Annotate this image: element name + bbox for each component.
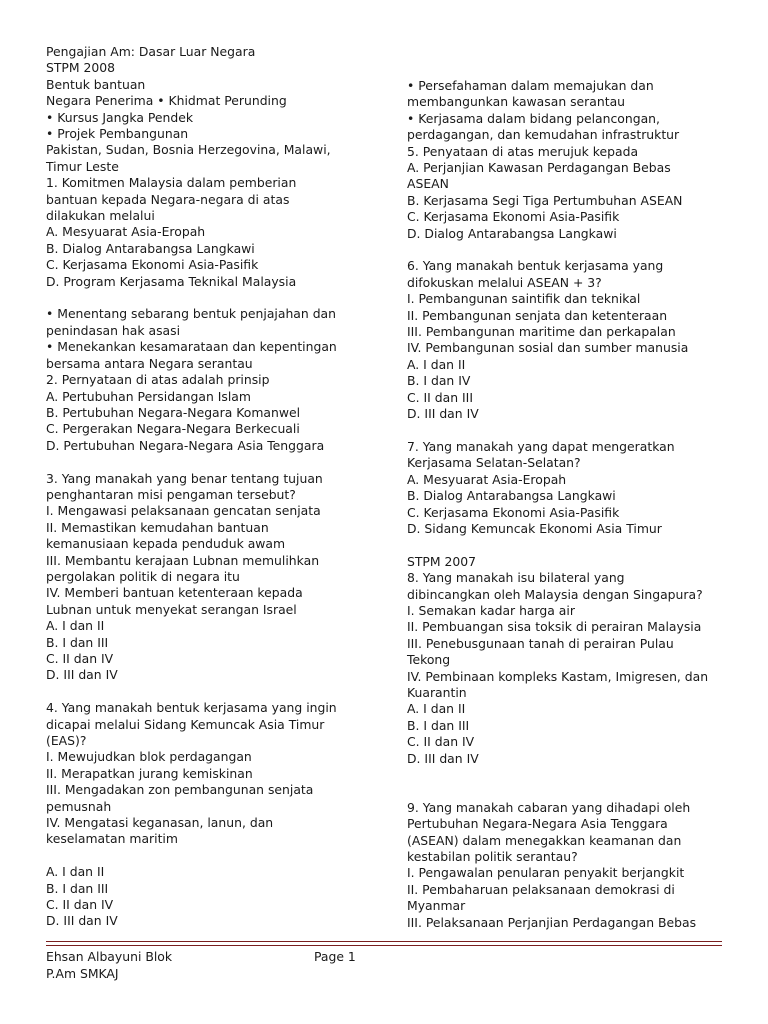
text-line: Myanmar [407,898,466,914]
text-line: C. II dan IV [407,734,475,750]
text-line: I. Pengawalan penularan penyakit berjangkit [407,865,685,881]
text-line: A. I dan II [407,701,466,717]
text-line: I. Mewujudkan blok perdagangan [46,749,252,765]
blank-line [407,423,737,439]
text-line: B. Dialog Antarabangsa Langkawi [46,240,255,256]
text-line: II. Merapatkan jurang kemiskinan [46,765,253,781]
text-line: II. Memastikan kemudahan bantuan [46,519,269,535]
text-line: • Menentang sebarang bentuk penjajahan dan [46,306,337,322]
text-line: 9. Yang manakah cabaran yang dihadapi oleh [407,799,691,815]
text-line: 5. Penyataan di atas merujuk kepada [407,143,639,159]
text-line: bantuan kepada Negara-negara di atas [46,191,290,207]
text-line: 6. Yang manakah bentuk kerjasama yang [407,258,664,274]
text-line: II. Pembuangan sisa toksik di perairan Malaysia [407,619,702,635]
text-line: STPM 2008 [46,60,116,76]
text-line: difokuskan melalui ASEAN + 3? [407,274,602,290]
text-line: II. Pembaharuan pelaksanaan demokrasi di [407,881,675,897]
text-line: D. Pertubuhan Negara-Negara Asia Tenggara [46,437,325,453]
text-line: Pakistan, Sudan, Bosnia Herzegovina, Malawi, [46,142,331,158]
text-line: III. Pembangunan maritime dan perkapalan [407,324,676,340]
text-line: (EAS)? [46,733,87,749]
text-line: D. Sidang Kemuncak Ekonomi Asia Timur [407,520,662,536]
text-line: 8. Yang manakah isu bilateral yang [407,570,625,586]
footer-divider [46,941,722,942]
text-line: B. Pertubuhan Negara-Negara Komanwel [46,404,301,420]
text-line: II. Pembangunan senjata dan ketenteraan [407,307,668,323]
text-line: Tekong [407,652,451,668]
blank-line [407,537,737,553]
text-line: dilakukan melalui [46,208,155,224]
text-line: keselamatan maritim [46,831,178,847]
left-column [46,44,366,930]
footer-author [46,948,172,982]
text-line: D. Program Kerjasama Teknikal Malaysia [46,273,297,289]
text-line: III. Mengadakan zon pembangunan senjata [46,782,314,798]
text-line: kestabilan politik serantau? [407,849,578,865]
text-line: I. Mengawasi pelaksanaan gencatan senjata [46,503,321,519]
text-line: D. III dan IV [407,406,479,422]
text-line: B. I dan III [46,634,109,650]
text-line: C. Kerjasama Ekonomi Asia-Pasifik [407,209,620,225]
text-line: D. III dan IV [46,667,118,683]
text-line: 4. Yang manakah bentuk kerjasama yang ingin [46,700,337,716]
text-line: 7. Yang manakah yang dapat mengeratkan [407,438,675,454]
text-line: III. Pelaksanaan Perjanjian Perdagangan Bebas [407,914,697,930]
blank-line [46,454,366,470]
text-line: Timur Leste [46,158,119,174]
text-line: B. Dialog Antarabangsa Langkawi [407,488,616,504]
text-line: Negara Penerima • Khidmat Perunding [46,93,287,109]
text-line: dicapai melalui Sidang Kemuncak Asia Timur [46,716,325,732]
blank-line [407,242,737,258]
text-line: B. I dan IV [407,373,471,389]
text-line: A. I dan II [46,864,105,880]
text-line: A. Mesyuarat Asia-Eropah [407,471,567,487]
footer-author-name: Ehsan Albayuni Blok [46,949,173,964]
text-line: D. III dan IV [407,750,479,766]
text-line: 1. Komitmen Malaysia dalam pemberian [46,175,297,191]
text-line: C. Kerjasama Ekonomi Asia-Pasifik [46,257,259,273]
text-line: A. I dan II [46,618,105,634]
blank-line [407,767,737,783]
text-line: ASEAN [407,176,449,192]
text-line: C. Kerjasama Ekonomi Asia-Pasifik [407,504,620,520]
text-line: IV. Mengatasi keganasan, lanun, dan [46,815,274,831]
text-line: Lubnan untuk menyekat serangan Israel [46,601,297,617]
text-line: dibincangkan oleh Malaysia dengan Singapura? [407,586,703,602]
text-line: C. Pergerakan Negara-Negara Berkecuali [46,421,300,437]
text-line: • Menekankan kesamarataan dan kepentingan [46,339,337,355]
text-line: (ASEAN) dalam menegakkan keamanan dan [407,832,682,848]
text-line: C. II dan III [407,389,473,405]
text-line: A. Mesyuarat Asia-Eropah [46,224,206,240]
right-column [407,78,737,931]
text-line: • Projek Pembangunan [46,126,189,142]
blank-line [46,684,366,700]
text-line: Pengajian Am: Dasar Luar Negara [46,44,256,59]
text-line: A. Perjanjian Kawasan Perdagangan Bebas [407,160,671,176]
text-line: A. Pertubuhan Persidangan Islam [46,388,251,404]
text-line: C. II dan IV [46,651,114,666]
page-number: Page 1 [314,949,356,964]
text-line: C. II dan IV [46,897,114,913]
text-line: Bentuk bantuan [46,76,146,92]
text-line: III. Membantu kerajaan Lubnan memulihkan [46,552,320,568]
text-line: B. I dan III [407,717,470,733]
text-line: perdagangan, dan kemudahan infrastruktur [407,127,680,143]
text-line: bersama antara Negara serantau [46,355,253,371]
blank-line [46,290,366,306]
text-line: 3. Yang manakah yang benar tentang tujuan [46,470,323,486]
text-line: B. I dan III [46,880,109,896]
text-line: B. Kerjasama Segi Tiga Pertumbuhan ASEAN [407,192,683,208]
text-line: IV. Pembangunan sosial dan sumber manusia [407,340,689,356]
text-line: pemusnah [46,798,112,814]
text-line: D. Dialog Antarabangsa Langkawi [407,225,617,241]
text-line: • Kerjasama dalam bidang pelancongan, [407,110,660,126]
text-line: • Persefahaman dalam memajukan dan [407,78,654,93]
text-line: pergolakan politik di negara itu [46,568,240,584]
text-line: penghantaran misi pengaman tersebut? [46,486,296,502]
footer-divider-thin [46,945,722,946]
text-line: III. Penebusgunaan tanah di perairan Pulau [407,635,674,651]
text-line: Kuarantin [407,684,467,700]
text-line: 2. Pernyataan di atas adalah prinsip [46,372,270,388]
text-line: IV. Pembinaan kompleks Kastam, Imigresen, dan [407,668,709,684]
text-line: IV. Memberi bantuan ketenteraan kepada [46,585,303,601]
text-line: D. III dan IV [46,913,118,929]
text-line: I. Semakan kadar harga air [407,602,575,618]
text-line: A. I dan II [407,356,466,372]
blank-line [407,783,737,799]
text-line: membangunkan kawasan serantau [407,94,626,110]
text-line: kemanusiaan kepada penduduk awam [46,536,286,552]
text-line: Pertubuhan Negara-Negara Asia Tenggara [407,816,668,832]
text-line: Kerjasama Selatan-Selatan? [407,455,581,471]
text-line: penindasan hak asasi [46,322,181,338]
footer-author-school: P.Am SMKAJ [46,966,119,981]
text-line: I. Pembangunan saintifik dan teknikal [407,291,641,307]
text-line: STPM 2007 [407,553,477,569]
text-line: • Kursus Jangka Pendek [46,109,194,125]
blank-line [46,848,366,864]
